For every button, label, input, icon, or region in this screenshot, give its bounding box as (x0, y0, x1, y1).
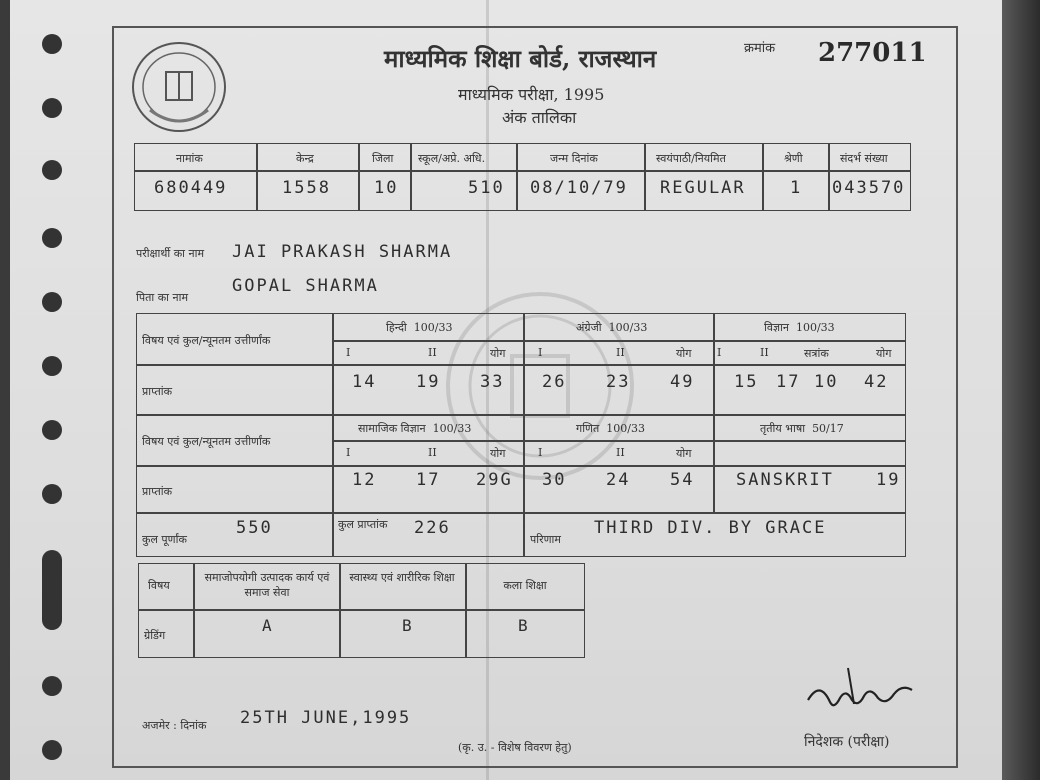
col-paper-ii: II (428, 446, 437, 459)
punch-hole (42, 740, 62, 760)
marks-table-rule (332, 340, 906, 342)
maths-paper-ii: 24 (606, 470, 631, 490)
col-paper-ii: II (616, 346, 625, 359)
info-header-reference: संदर्भ संख्या (840, 152, 888, 165)
board-seal-icon (130, 40, 228, 134)
col-paper-ii: II (760, 346, 769, 359)
col-paper-i: I (717, 346, 722, 359)
footer-note: (कृ. उ. - विशेष विवरण हेतु) (458, 741, 572, 754)
info-table-rule (410, 143, 412, 211)
subject-english: अंग्रेजी 100/33 (576, 321, 648, 334)
info-table-rule (828, 143, 830, 211)
info-value-division: 1 (790, 178, 803, 198)
info-header-school: स्कूल/अप्रे. अधि. (418, 152, 486, 165)
info-value-school: 510 (468, 178, 505, 198)
info-table-rule (762, 143, 764, 211)
marks-table-rule (332, 313, 334, 557)
grades-table-rule (193, 563, 195, 658)
col-sessional: सत्रांक (804, 347, 829, 360)
social-science-total: 29G (476, 470, 513, 490)
marks-table-rule (523, 313, 525, 557)
info-value-centre: 1558 (282, 178, 331, 198)
father-name-label: पिता का नाम (136, 291, 189, 304)
place-date-label: अजमेर : दिनांक (142, 719, 207, 732)
total-obtained: 226 (414, 518, 451, 538)
grade-health: B (402, 616, 414, 635)
science-total: 42 (864, 372, 889, 392)
info-value-rollno: 680449 (154, 178, 228, 198)
marks-table-rule (136, 512, 906, 514)
subject-social-science: सामाजिक विज्ञान 100/33 (358, 422, 472, 435)
col-paper-i: I (346, 446, 351, 459)
obtained-label: प्राप्तांक (142, 385, 173, 398)
col-paper-ii: II (616, 446, 625, 459)
binder-edge (1002, 0, 1040, 780)
grades-table-rule (339, 563, 341, 658)
info-header-rollno: नामांक (176, 152, 203, 165)
grades-table-rule (138, 609, 585, 611)
info-table-rule (358, 143, 360, 211)
col-total: योग (490, 447, 506, 460)
marks-table-rule (713, 313, 715, 512)
social-science-paper-i: 12 (352, 470, 377, 490)
hindi-paper-ii: 19 (416, 372, 441, 392)
english-paper-i: 26 (542, 372, 567, 392)
english-total: 49 (670, 372, 695, 392)
col-paper-i: I (346, 346, 351, 359)
grade-sups: A (262, 616, 274, 635)
punch-hole (42, 228, 62, 248)
punch-hole (42, 292, 62, 312)
obtained-label: प्राप्तांक (142, 485, 173, 498)
info-header-centre: केन्द्र (296, 152, 314, 165)
col-total: योग (676, 447, 692, 460)
grades-subject-label: विषय (148, 579, 170, 592)
punch-hole (42, 420, 62, 440)
col-paper-i: I (538, 346, 543, 359)
serial-number: 277011 (818, 38, 927, 68)
director-signature-icon (800, 660, 920, 720)
grades-table-rule (465, 563, 467, 658)
info-value-status: REGULAR (660, 178, 746, 198)
info-value-reference: 043570 (832, 178, 906, 198)
candidate-name-label: परीक्षार्थी का नाम (136, 247, 205, 260)
maths-paper-i: 30 (542, 470, 567, 490)
info-table-rule (134, 170, 911, 172)
marks-table-rule (136, 465, 906, 467)
english-paper-ii: 23 (606, 372, 631, 392)
subject-third-language: तृतीय भाषा 50/17 (760, 422, 844, 435)
social-science-paper-ii: 17 (416, 470, 441, 490)
info-value-district: 10 (374, 178, 399, 198)
marks-table-rule (332, 440, 906, 442)
punch-hole (42, 550, 62, 630)
info-header-dob: जन्म दिनांक (550, 152, 598, 165)
science-paper-ii: 17 (776, 372, 801, 392)
punch-hole (42, 34, 62, 54)
result: THIRD DIV. BY GRACE (594, 518, 827, 538)
info-table-rule (516, 143, 518, 211)
marks-table-rule (136, 414, 906, 416)
subject-science: विज्ञान 100/33 (764, 321, 835, 334)
third-language-subject: SANSKRIT (736, 470, 834, 490)
marks-table-rule (136, 364, 906, 366)
col-paper-i: I (538, 446, 543, 459)
col-total: योग (490, 347, 506, 360)
subject-row-label: विषय एवं कुल/न्यूनतम उत्तीर्णांक (142, 334, 271, 347)
info-value-dob: 08/10/79 (530, 178, 628, 198)
candidate-name: JAI PRAKASH SHARMA (232, 242, 453, 262)
total-obtained-label: कुल प्राप्तांक (338, 518, 388, 531)
punch-hole (42, 160, 62, 180)
grade-subject-art: कला शिक्षा (503, 579, 547, 592)
info-header-district: जिला (372, 152, 394, 165)
result-label: परिणाम (530, 533, 561, 546)
hindi-paper-i: 14 (352, 372, 377, 392)
maths-total: 54 (670, 470, 695, 490)
exam-name: माध्यमिक परीक्षा, 1995 (458, 85, 605, 104)
punch-hole (42, 676, 62, 696)
subject-hindi: हिन्दी 100/33 (386, 321, 453, 334)
punch-hole (42, 356, 62, 376)
science-paper-i: 15 (734, 372, 759, 392)
board-name: माध्यमिक शिक्षा बोर्ड, राजस्थान (384, 44, 657, 73)
serial-label: क्रमांक (744, 41, 776, 56)
signatory-title: निदेशक (परीक्षा) (804, 734, 890, 750)
subject-row-label: विषय एवं कुल/न्यूनतम उत्तीर्णांक (142, 435, 271, 448)
info-table-rule (644, 143, 646, 211)
grade-subject-health: स्वास्थ्य एवं शारीरिक शिक्षा (349, 571, 455, 584)
grade-subject-sups: समाजोपयोगी उत्पादक कार्य एवं समाज सेवा (204, 571, 330, 599)
col-paper-ii: II (428, 346, 437, 359)
punch-hole (42, 98, 62, 118)
punch-hole (42, 484, 62, 504)
col-total: योग (876, 347, 892, 360)
info-header-division: श्रेणी (784, 152, 803, 165)
grade-art: B (518, 616, 530, 635)
third-language-marks: 19 (876, 470, 901, 490)
father-name: GOPAL SHARMA (232, 276, 379, 296)
document-type: अंक तालिका (502, 108, 577, 127)
full-marks: 550 (236, 518, 273, 538)
grades-grade-label: ग्रेडिंग (144, 629, 166, 642)
subject-maths: गणित 100/33 (576, 422, 645, 435)
col-total: योग (676, 347, 692, 360)
info-header-status: स्वयंपाठी/नियमित (656, 152, 726, 165)
full-marks-label: कुल पूर्णांक (142, 533, 187, 546)
science-sessional: 10 (814, 372, 839, 392)
hindi-total: 33 (480, 372, 505, 392)
info-table-rule (256, 143, 258, 211)
issue-date: 25TH JUNE,1995 (240, 708, 412, 728)
